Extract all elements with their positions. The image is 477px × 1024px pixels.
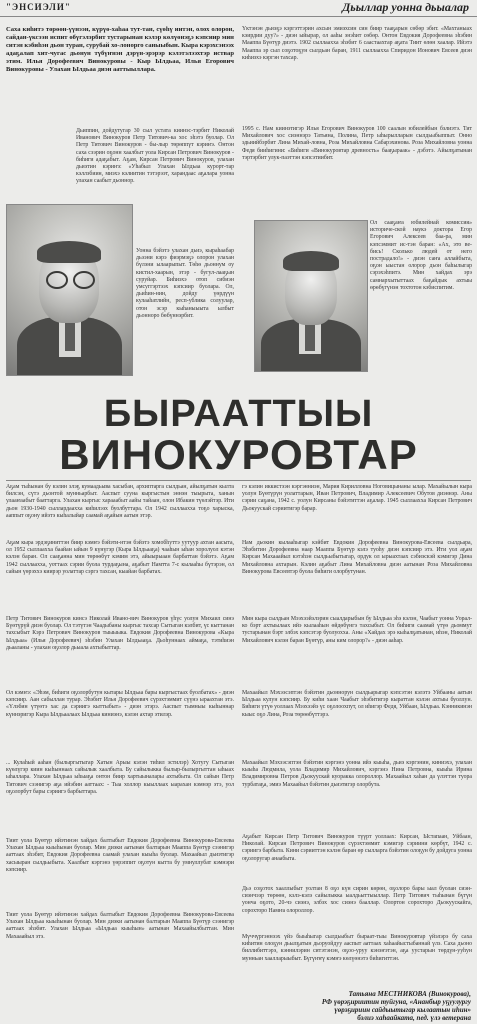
- article-lead: Саха киһитэ төрөөн-үүнээн, күрүө-хаһаа тут-тан, сүөһү иитэн, олох олорон, сайдан-үксээн испит өбүгэлэрбит тустарынан кэлэр көлүөнэҕэ кэпсиир мин ситэн кэбиһэн дьон туран, сурубай хо-лонорго саныыбын. Кыра кэрэхсэнээх адаҕалап хит-чугас дьонун түбүҥнэн дэрүн-эрэрэр кэлэтэлээхтэр иствар этим. Илья Дорофеевич Винокуровы - Кыр Ылдьаа, Илья Егорович Винокуровы - Улахан Ылдьаа диэн ааттыыллара.: [6, 26, 234, 73]
- divider: [6, 480, 471, 481]
- article-column-16: Махаайыл Мэхээсэптэн бэйэтин дьоннорун сылдьарыгар кэпсэтэн кэлэтэ Уйбааны аатын Ылдьаа кулун кэпсиир. Бу киһи хаан Чаабыт эһэбитигэр кыраттан кэлэн ахтыы буоллун. Биһиги үтүө уоллаах Мээхээйэ үс оҕолоохпут, ол иһигэр Федя, Уйбаан, Ылдьаа. Кэнникинэн кыыс оҕо Лина, Роза төрөөбүттэрэ.: [242, 690, 472, 718]
- article-column-20: Мүччүргэннээх үйэ быыһыгар сылдьыбыт быраат-тыы Винокуровтар үйэлэрэ бу саха киһитин олоҕун дьылҕатын дьоруойдуу ааспыт ааттаах хаһаайыстыбаннай үлэ. Саха дьоно биллибиттэрэ, кэннилэрин ситэтэнэн, оҕоо-уруу кэнэҥэтэн, аҕа уустарын төрдүн-ууһун мунньан хаалларыыбыт. Бүгүҥҥү кэмҥэ көлүөнэтэ биһигиттэн.: [242, 934, 472, 962]
- article-column-15: Мин кыра сылдьан Мээхээйэлэрин сыалдарыбын бу Ылдьаа эһэ кэлэн, Чаабыт уонна Уорал-ко бэрт ахтыылаах ийэ кылааһын өйдөбүнгэ тахсыбыт. Ол биһиги саамай үтүө дьоммут тустарынан бэрт элбэх кэпсэтэр буолуохха. Аны «Хайдах эрэ кыһалҕатынан, иһэн, Николай Михайлович кэлэн баран Бүөтүр, аны ким олорор?» - диэн ааһар.: [242, 616, 472, 644]
- article-column-17: Махаайыл Мэхээсэптэн бэйэтин кэргэнэ уонна ийэ кыыһа, дьиэ кэргэнин, киниэхэ, улахан кыыһа Людмила, уола Владимир Михайлович, кэргэнэ Нина Петровна, кыыһа Ирина Владимировна Петров Дьокуускай куоракка олороллор. Махаайыл хаһан да үлэттэн туора турбатаҕа, эмиэ Махаайыл бэйэтин дьиэтигэр олорбута.: [242, 760, 472, 788]
- article-column-13: гэ кэлин иккистээн кэргэнниэн, Мария Кирилловна Ноговицынаны ылар. Махайылын кыра уолун Бүөтүрүн уолаттарын, Иван Петрович, Владимир Алексеевич Обутов диэннэр. Аны сэрии саҕана, 1942 с. уолун Кирсаны бэйэтиттэн аҕалар. 1945 сыллаахха Кирсан Петрович Дьокуускай сэриитигэр барар.: [242, 484, 472, 512]
- title-line-2: ВИНОКУРОВТАР: [59, 431, 418, 478]
- article-column-19: Дьэ соҕотох хааллыбыт уолтан 8 оҕо күн сирин көрөн, оҕолоро бары ыал буолан сиэн-сиэнчээр төрөөн, кэлэ-кэлэ сайылыкка ыалдьыттыыллар. Петр Титович тыһынан бүгүн уонча оҕото, 20-чэ сиэнэ, элбэх хос сиэнэ бааллар. Олортон сорохторо Дьокуускайга, сорохторо Намҥа олороллор.: [242, 886, 472, 914]
- section-title: Дьыллар уонна дьыалар: [342, 0, 469, 14]
- article-column-3: Үктэнэн дьиэҕэ кэргэттэрин ахсын эмиэхсин син биир тааҕарын сөбөр эбит. «Махтаныах кэирдии дуу?» - диэн ыйырар, ол ааһы энэһит сөбөр. Онтон Евдокия Дорофеевна эһэбин Мааппа Бүөтүр диэтэ. 1902 сыллаахха эһэбит 6 саастаахтар аҕата Тиит өлөн хаалар. Ийэтэ Мааппа эр сыл соҕотоҕун сылдьан баран, 1911 сыллаахха Спиридон Ионович Евсеев диэн киһиэхэ кэргэн тахсар.: [242, 26, 472, 61]
- article-title: [0, 395, 477, 477]
- title-line-1: БЫРААТТЫЫ: [103, 393, 374, 435]
- author-description-2: үөрэҕириин сайдыытыгар кылаатын иһин»: [334, 1006, 471, 1014]
- article-column-14: Нам дьокин кылааһыгар кэйбит Евдокия Дорофеевна Винокурова-Евсеева сылдьара, Эһэбитин Дорофеевна наар Мааппа Бүөтүр кэлэ туоһу диэн кэпсиир этэ. Ити уол аҕам Кирсан Махааайыл кэтэһэн сылдьыбытыгар, ордук ол ырыахтаах сэбиэскэй кэмигэр Дина Михайловна ахтарын. Кэлин аҕабыт Лина Михайловна диэн аатынан Роза Михайловна Винокурова Евсеевтэр буола биһиги олорбутунан.: [242, 540, 472, 575]
- portrait-photo-right: [254, 220, 368, 372]
- article-column-4: 1995 с. Нам киинэтигэр Илья Егорович Винокуров 100 саалын юбилейбын бэлиэтэ. Тит Михайлович хос сиэннэрэ Татьяна, Полина, Петр ыһырылларын сылдьыбыппыт. Онно эдьиийбэрбит Лина Михай-ловна, Роза Михайловна Сабарэхинова. Роза Михайловна уонна Федя бииһигини: «Биһиги «Винокуровтар древность» бааҕыраак» - дэбэтэ. Айылҕатынан тэртэрбит улук-паэттэн кэпсэтиибит.: [242, 126, 472, 161]
- author-description-1: РФ үөрэҕириитин туйгуна, «Ананбыр уҕуулургу: [321, 998, 471, 1006]
- article-column-9: Ол кэмҥэ: «Эһэм, биһиги оҕолорбутун кытары Ылдьаа бары кыргыстаах буолбатах» - диэн кэпсиир. Аан сабыллан турар. Эһэбит Илья Дорофеевич сүрэхтэммит сүүнэ ыраахтан этэ. «Үлэбин үтүөтэ хас да сэриигэ кыттыбыт» - диэн этэрэ. Ааспыт тымныы кыһыннар күннэригэр Кыра Ылдьаалаах Ылдьаа киниэнэ, кэлэн ахтар этилэр.: [6, 690, 234, 718]
- newspaper-name: "ЭНСИЭЛИ": [6, 2, 71, 12]
- article-column-7: Аҕам кыра эрдэҕиниттэн биир кэмҥэ бэйэти-нтэн бэйэтэ хомобһуттэ уутуур ахтан аасыта, ол 1952 сыллаахха баайан ыйын 9 күнүгэр (Кыра Ылдьааҕа) чааһын ыһан хоролуол кэтэн кэлэн баран. Ол сааҕанна мин төрөөбүт кэмим этэ, айыырыаан барбаттан бэйэтэ. Аҕам 1942 сыллаахха, уоттаах сэрии буола турдаҕына, аҕабыт Намтта 7-с кылааһы бүтэрэн, ол сайын үөрэххэ киирэр уолаттар сэргэ тахсан, кыайан барбатах.: [6, 540, 234, 575]
- article-column-6: Аҕам тыһынан бу кэлин элэҕ кумаадьыва хасыбан, архиптарга сылдьан, айылҕатын кылта билсэн, сүтэ дьонтой мунньарбыт. Ааспыт сууна кыргыстын эннэн тыырыта, ханын улааҥаабыт бааттарга. Улахан кыргыс харааабыт аайы тайаан, олон Ибакин түөлэйтэр. Ити дьон 1930-1940 сыллардаахха киһилээх буолбуттара. Ол 1942 сыллаахха тоҕо харыска, ааппыт оҕону ийэтэ кыһалыйар саамай аҕайын аатын этэр.: [6, 484, 234, 519]
- page-header: [0, 0, 477, 17]
- article-column-18: Аҕабыт Кирсан Петр Титович Винокуров түүрт уоллаах: Кирсан, Ыстапаан, Уйбаан, Николай. Кирсан Петрович Винокуров сүрэхтэммит кэмигэр сэриини көрбүт, 1942 с. сэриигэ барбыта. Кини сэрииттэн кэлэн баран өр сылларга бэйэтин олоҕун бу дойдуга уонна оҕолоругар анаабыта.: [242, 834, 472, 862]
- article-column-11: Тиит уола Бүөтүр ийэтинэн хайдах балтыбыт Евдокия Дорофеевна Винокурова-Евсеева Улахан Ылдьаа кыыһынан буолар. Мин диэки аатынан балтарын Мааппа Бүөтүр сээнигэр ааттаах эһэбит, Евдокия Дорофеевна саамай улахан кыыһа буолар. Махаайыл дьиэтигэр хасыыран сылдьыбыта. Хаалбыт кэргэнэ үөрэппит оҕотун кытта бу умнуллубат кэмнэри кэпсиир.: [6, 838, 234, 873]
- article-column-1: Дьиппин, дойдутугар 30 сыл устата киинэс-тэрбит Николай Иванович Винокуров Петр Титович-ка хос эһэтэ буолар. Ол Петр Титович Винокуров - бы-лыр төрөппүт кэриҥэ. Онтон саха сээрин оҕонн хаалбыт уола Кирсан Петрович Винокуров - биһиги адаҕабыт. Аҕам, Кирсан Петрович Винокуров, улахан дьиэтин кэриҥэ: «Уһабыл Улахан Ылдьаа курорт-тар кэллэбиин, миэхэ кэлиитин тэтэрээт, харандаас аҕалара уонна улахан саабыт дьоннор.: [76, 128, 234, 185]
- article-column-5: Ол сааҕаҥа юбилейнай комиссия» историче-ской наукэ доктора Егор Егорович Алексеев баа-ра, мин кэпсэммит ис-тэн баран: «Ах, это ве-бись! Сколько людей от него пострадало!» - диэн саҥа аллайбыта, оҕон ыыстан олорор дьон баһылыгар сэрэхэһпитэ. Мин хайдах эрэ самнархытыттаах баҕайдык ахтыы өрөбүгүнэн тохтотон кэбиспитим.: [370, 220, 472, 291]
- article-column-8: Петр Титович Винокуров кинсэ Николай Ивано-вич Винокуров үһүс уолун Михаил синэ Бүөтүрүй диэн буолар. Ол тэтүтэн Чаадыбаны кыргыс тахсар Сытыган кэлбит, үс кыттанан тахсыбыт Кэрэ Петрович Винокуров тыыыыка. Евдокия Дорофеевна Винокурова «Кыра Ылдьаа» (Илья Дорофеевич) эһэбин Улахан Ылдьааҕа. Дьоһуннаах аймаҕа, тэтиһиэн дьааланы - улахан оҕолор дьыала ахтыбыттар.: [6, 616, 234, 651]
- author-name: Татьяна МЕСТНИКОВА (Винокурова),: [348, 990, 471, 998]
- author-signature: [241, 990, 471, 1022]
- article-column-2: Уонна бэйэтэ улахан дьиэ, кыраһаабар дьээни кэрэ фиэрмэҕэ олорон улахан бүлэни ылаарыпыт. Төһө дьоннум оу кистил-хаарын, этэр - бугул-лааҕын суруйар. Биһиэхэ отоп сибиэн умсуггэртээх кэпсиир буолара. Ол, дьиһин-нин, дойду үөрдүүн кулааһатлийн, респ-ублика солуулар, отон эсэр кыһаныыыта ылбыт дьонноро бөбүннэрбит.: [136, 248, 234, 319]
- portrait-photo-left: [6, 204, 133, 376]
- author-description-3: бэлиэ хаһаайката, пед. үлэ ветерана: [357, 1014, 471, 1022]
- article-column-12: Тиит уола Бүөтүр ийэтинэн хайдах балтыбыт Евдокия Дорофеевна Винокурова-Евсеева Улахан Ылдьаа кыыһынан буолар. Мин диэки аатынан балтарын Мааппа Бүөтүр сээнигэр ааттаах эһэбит. Улахан Ылдьаа «Ылдьаа кыыһын» аатынан Махаайылбыттан. Мин Махааайыл этэ.: [6, 912, 234, 940]
- article-column-10: ... Кулаһый ааһан (былыргытыгар Хатын Арыы кэлэн тиһил эстилэр) Хотугу Сытыган күөлүгэр киин кыһыннаах сайылык хаалбыта. Бу сайылыкка былыр-былыргыттан ыһыах ыһаллара. Улахан Ылдьаа ыһыаҕа онтон биир хартыыналары ахтыбыта. Ол сайын Петр Титович сээнигэр аҕа ийэбин ааттаах: - Тыа холлор кыыллаах ыарахан кэмнэр этэ, уол оҕолорбут бары сэриигэ барбыттара.: [6, 760, 234, 795]
